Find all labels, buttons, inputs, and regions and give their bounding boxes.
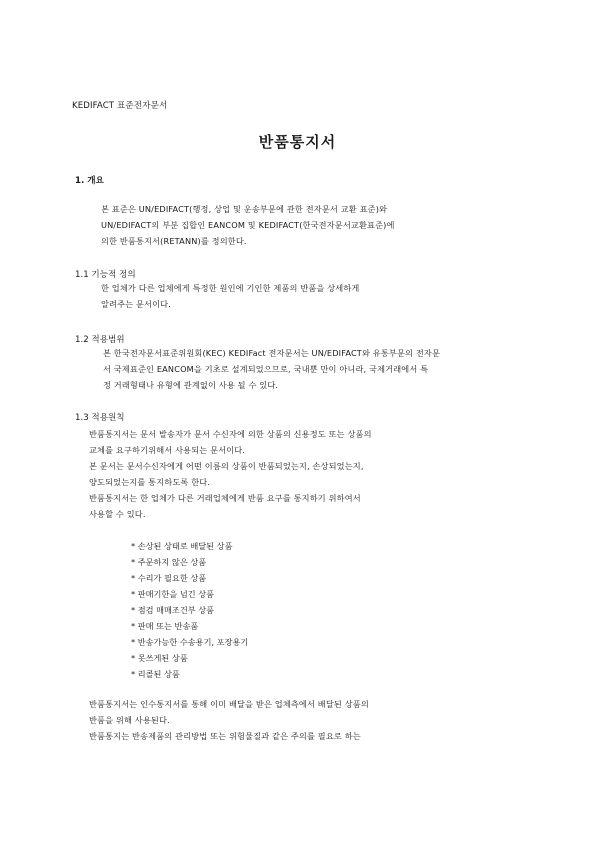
- section-1-3-heading: 1.3 적용원칙: [75, 413, 125, 423]
- section-1-3-line: 반품통지서는 한 업체가 다른 거래업체에게 반품 요구를 통지하기 위하여서: [89, 493, 361, 503]
- bullet-item: * 판매기한을 넘긴 상품: [131, 589, 215, 599]
- section-1-3-line: 양도되었는지를 통지하도록 한다.: [89, 477, 211, 487]
- bullet-item: * 판매 또는 반송품: [131, 621, 199, 631]
- section-1-3-line: 반품통지서는 문서 발송자가 문서 수신자에 의한 상품의 신용정도 또는 상품의: [89, 429, 372, 439]
- bullet-item: * 수리가 필요한 상품: [131, 573, 207, 583]
- section-1-2-line: 서 국제표준인 EANCOM을 기초로 설계되었으므로, 국내뿐 만이 아니라, 국제거래에서 특: [103, 364, 429, 374]
- section-1-3-after-line: 반품통지서는 인수통지서를 통해 이미 배달을 받은 업체측에서 배달된 상품의: [89, 699, 369, 709]
- section-1-1-line: 알려주는 문서이다.: [101, 299, 171, 309]
- bullet-item: * 못쓰게된 상품: [131, 653, 188, 663]
- section-1-3-line: 사용할 수 있다.: [89, 509, 146, 519]
- bullet-item: * 주문하지 않은 상품: [131, 557, 207, 567]
- document-title: 반품통지서: [258, 133, 337, 151]
- section-1-3-line: 교체를 요구하기위해서 사용되는 문서이다.: [89, 445, 246, 455]
- section-1-2-line: 본 한국전자문서표준위원회(KEC) KEDIFact 전자문서는 UN/EDIFACT와 유통부문의 전자문: [103, 348, 440, 358]
- bullet-item: * 반송가능한 수송용기, 포장용기: [131, 637, 249, 647]
- bullet-item: * 점검 매매조건부 상품: [131, 605, 215, 615]
- section-1-heading: 1. 개요: [75, 176, 104, 186]
- bullet-item: * 리콜된 상품: [131, 669, 180, 679]
- document-header: KEDIFACT 표준전자문서: [72, 101, 168, 111]
- section-1-line: 의한 반품통지서(RETANN)를 정의한다.: [101, 236, 247, 246]
- section-1-3-line: 본 문서는 문서수신자에게 어떤 이름의 상품이 반품되었는지, 손상되었는지,: [89, 461, 364, 471]
- section-1-3-after-line: 반품을 위해 사용된다.: [89, 715, 170, 725]
- section-1-2-heading: 1.2 적용범위: [75, 335, 125, 345]
- section-1-2-line: 정 거래형태나 유형에 관계없이 사용 될 수 있다.: [103, 380, 279, 390]
- section-1-1-line: 한 업체가 다른 업체에게 특정한 원인에 기인한 제품의 반품을 상세하게: [101, 283, 360, 293]
- section-1-line: UN/EDIFACT의 부분 집합인 EANCOM 및 KEDIFACT(한국전자문서교환표준)에: [101, 220, 395, 230]
- section-1-1-heading: 1.1 기능적 정의: [75, 270, 136, 280]
- section-1-3-after-line: 반품통지는 반송제품의 관리방법 또는 위험물질과 같은 주의를 필요로 하는: [89, 731, 361, 741]
- bullet-item: * 손상된 상태로 배달된 상품: [131, 541, 233, 551]
- section-1-line: 본 표준은 UN/EDIFACT(행정, 상업 및 운송부문에 관한 전자문서 교환 표준)와: [101, 204, 388, 214]
